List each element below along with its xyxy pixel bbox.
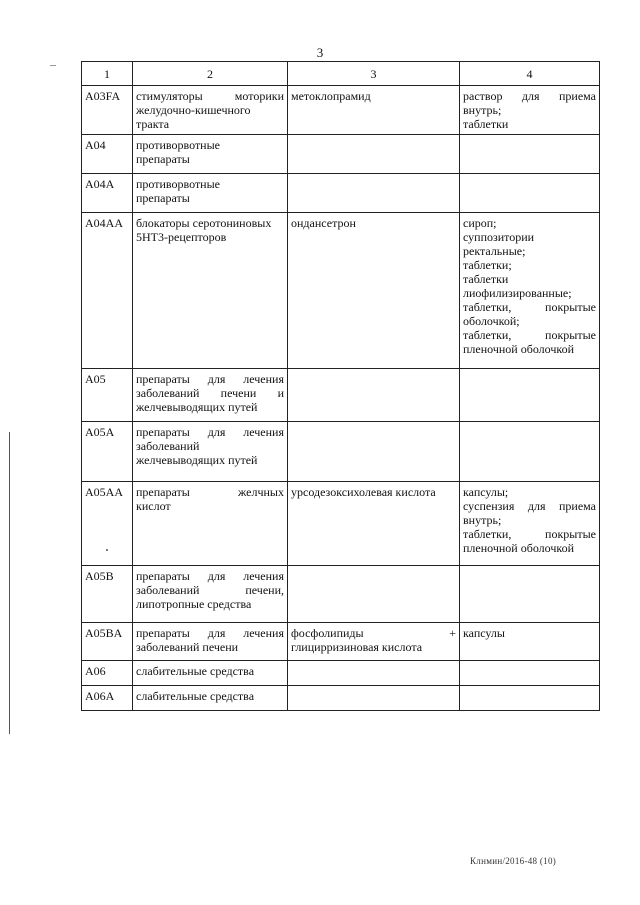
cell-text-line: препараты bbox=[136, 152, 190, 166]
dosage-forms-cell bbox=[460, 86, 600, 135]
scan-edge-line bbox=[9, 432, 10, 734]
table-row bbox=[82, 369, 600, 422]
atc-code-cell: A04A bbox=[82, 174, 133, 213]
group-name-cell bbox=[133, 86, 288, 135]
dosage-forms-cell bbox=[460, 369, 600, 422]
dosage-forms-cell bbox=[460, 174, 600, 213]
table-row bbox=[82, 86, 600, 135]
cell-text-line: препараты для лечения bbox=[136, 569, 284, 583]
cell-text-line: ондансетрон bbox=[291, 216, 356, 230]
drug-name-cell bbox=[288, 482, 460, 566]
atc-code-cell: A05 bbox=[82, 369, 133, 422]
cell-text-line: тракта bbox=[136, 117, 170, 131]
drug-name-cell bbox=[288, 422, 460, 482]
drug-name-cell bbox=[288, 686, 460, 711]
cell-text-line: таблетки, покрытые bbox=[463, 527, 596, 541]
dosage-forms-cell bbox=[460, 566, 600, 623]
cell-text-line: препараты для лечения bbox=[136, 425, 284, 439]
cell-text-line: таблетки bbox=[463, 117, 509, 131]
atc-code-cell: A06 bbox=[82, 661, 133, 686]
cell-text-line: желчевыводящих путей bbox=[136, 400, 258, 414]
cell-text-line: таблетки, покрытые bbox=[463, 328, 596, 342]
column-header: 3 bbox=[288, 62, 460, 86]
group-name-cell bbox=[133, 482, 288, 566]
cell-text-line: таблетки; bbox=[463, 258, 512, 272]
dosage-forms-cell bbox=[460, 422, 600, 482]
group-name-cell bbox=[133, 566, 288, 623]
group-name-cell bbox=[133, 135, 288, 174]
cell-text-line: капсулы bbox=[463, 626, 505, 640]
cell-text-line: противорвотные bbox=[136, 138, 220, 152]
cell-text-line: слабительные средства bbox=[136, 689, 255, 703]
table-header-row bbox=[82, 62, 600, 86]
cell-text-line: препараты желчных bbox=[136, 485, 284, 499]
cell-text-line: стимуляторы моторики bbox=[136, 89, 284, 103]
drug-name-cell bbox=[288, 213, 460, 369]
group-name-cell bbox=[133, 686, 288, 711]
cell-text-line: препараты для лечения bbox=[136, 372, 284, 386]
group-name-cell bbox=[133, 661, 288, 686]
cell-text-line: препараты bbox=[136, 191, 190, 205]
cell-text-line: внутрь; bbox=[463, 103, 502, 117]
drug-name-cell bbox=[288, 369, 460, 422]
cell-text-line: таблетки bbox=[463, 272, 509, 286]
atc-code-cell: A06A bbox=[82, 686, 133, 711]
cell-text-line: оболочкой; bbox=[463, 314, 520, 328]
drug-name-cell bbox=[288, 566, 460, 623]
cell-text-line: метоклопрамид bbox=[291, 89, 371, 103]
dosage-forms-cell bbox=[460, 482, 600, 566]
column-header: 1 bbox=[82, 62, 133, 86]
atc-code-cell: A04AA bbox=[82, 213, 133, 369]
atc-code-cell: A04 bbox=[82, 135, 133, 174]
cell-text-line: блокаторы серотониновых bbox=[136, 216, 272, 230]
cell-text-line: лиофилизированные; bbox=[463, 286, 572, 300]
atc-code-cell: A05B bbox=[82, 566, 133, 623]
cell-text-line: таблетки, покрытые bbox=[463, 300, 596, 314]
table-row bbox=[82, 566, 600, 623]
table-row bbox=[82, 422, 600, 482]
dosage-forms-cell bbox=[460, 623, 600, 661]
cell-text-line: внутрь; bbox=[463, 513, 502, 527]
atc-code-cell: A03FA bbox=[82, 86, 133, 135]
table-row bbox=[82, 623, 600, 661]
table-row bbox=[82, 661, 600, 686]
group-name-cell bbox=[133, 174, 288, 213]
cell-text-line: урсодезоксихолевая кислота bbox=[291, 485, 436, 499]
page-number: 3 bbox=[316, 45, 324, 60]
drug-classification-table bbox=[81, 61, 600, 711]
cell-text-line: суппозитории bbox=[463, 230, 535, 244]
cell-text-line: сироп; bbox=[463, 216, 497, 230]
table-row bbox=[82, 135, 600, 174]
cell-text-line: желудочно-кишечного bbox=[136, 103, 251, 117]
dosage-forms-cell bbox=[460, 686, 600, 711]
cell-text-line: заболеваний печени и bbox=[136, 386, 284, 400]
cell-text-line: препараты для лечения bbox=[136, 626, 284, 640]
cell-text-line: глицирризиновая кислота bbox=[291, 640, 423, 654]
atc-code-cell: A05AA bbox=[82, 482, 133, 566]
atc-code-cell: A05A bbox=[82, 422, 133, 482]
cell-text-line: пленочной оболочкой bbox=[463, 541, 575, 555]
drug-name-cell bbox=[288, 86, 460, 135]
dosage-forms-cell bbox=[460, 135, 600, 174]
table-row bbox=[82, 482, 600, 566]
cell-text-line: фосфолипиды + bbox=[291, 626, 456, 640]
atc-code-cell: A05BA bbox=[82, 623, 133, 661]
table-row bbox=[82, 213, 600, 369]
column-header: 4 bbox=[460, 62, 600, 86]
cell-text-line: пленочной оболочкой bbox=[463, 342, 575, 356]
table-row bbox=[82, 686, 600, 711]
dosage-forms-cell bbox=[460, 661, 600, 686]
drug-name-cell bbox=[288, 623, 460, 661]
cell-text-line: раствор для приема bbox=[463, 89, 596, 103]
cell-text-line: суспензия для приема bbox=[463, 499, 596, 513]
cell-text-line: липотропные средства bbox=[136, 597, 252, 611]
drug-name-cell bbox=[288, 174, 460, 213]
margin-tick bbox=[50, 65, 56, 66]
cell-text-line: слабительные средства bbox=[136, 664, 255, 678]
cell-text-line: кислот bbox=[136, 499, 171, 513]
group-name-cell bbox=[133, 623, 288, 661]
table-row bbox=[82, 174, 600, 213]
cell-text-line: желчевыводящих путей bbox=[136, 453, 258, 467]
group-name-cell bbox=[133, 213, 288, 369]
cell-text-line: 5HT3-рецепторов bbox=[136, 230, 227, 244]
group-name-cell bbox=[133, 422, 288, 482]
drug-name-cell bbox=[288, 661, 460, 686]
cell-text-line: ректальные; bbox=[463, 244, 526, 258]
group-name-cell bbox=[133, 369, 288, 422]
drug-name-cell bbox=[288, 135, 460, 174]
cell-text-line: заболеваний печени bbox=[136, 640, 239, 654]
cell-text-line: заболеваний печени, bbox=[136, 583, 284, 597]
document-footer-code: Клнмин/2016-48 (10) bbox=[470, 856, 557, 866]
cell-text-line: капсулы; bbox=[463, 485, 509, 499]
cell-text-line: заболеваний bbox=[136, 439, 200, 453]
dosage-forms-cell bbox=[460, 213, 600, 369]
column-header: 2 bbox=[133, 62, 288, 86]
cell-text-line: противорвотные bbox=[136, 177, 220, 191]
